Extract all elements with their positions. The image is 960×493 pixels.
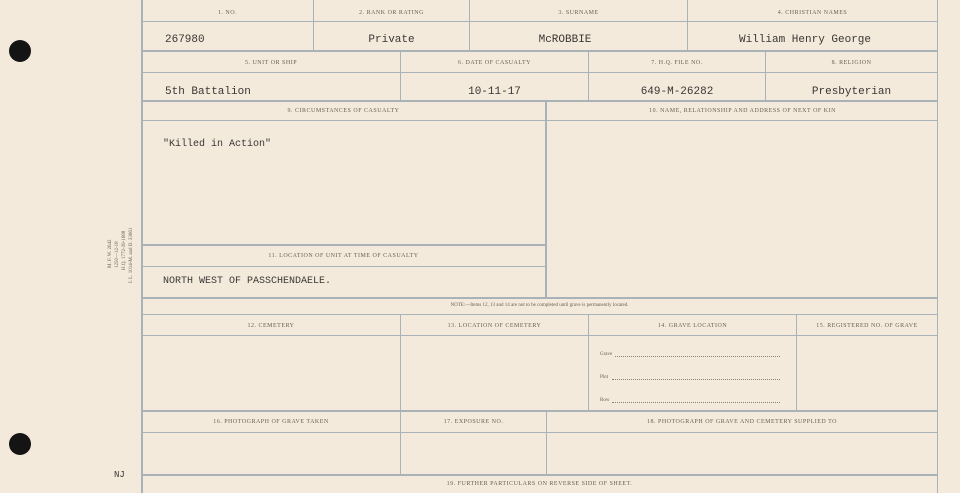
right-border	[937, 0, 938, 493]
label-date: 6. DATE OF CASUALTY	[458, 60, 531, 66]
label-rank: 2. RANK OR RATING	[359, 10, 424, 16]
label-christian-names: 4. CHRISTIAN NAMES	[777, 10, 848, 16]
grave-line-label: Grave	[600, 352, 613, 357]
value-surname: McROBBIE	[538, 34, 592, 46]
margin-form-line1: M. F. W. 2642	[108, 239, 113, 268]
rule	[141, 50, 937, 52]
rule	[141, 72, 937, 73]
value-number: 267980	[165, 34, 205, 46]
rule	[796, 315, 797, 411]
value-circumstances: "Killed in Action"	[163, 139, 272, 150]
row-line-label: Row	[600, 398, 610, 403]
label-cemetery: 12. CEMETERY	[247, 323, 295, 329]
label-unit: 5. UNIT OR SHIP	[244, 60, 298, 66]
plot-line-label: Plot	[600, 375, 609, 380]
label-file-no: 7. H.Q. FILE NO.	[651, 60, 703, 66]
label-circumstances: 9. CIRCUMSTANCES OF CASUALTY	[287, 108, 400, 114]
margin-form-line3: H.Q. 1772-39-1688	[122, 230, 127, 270]
rule	[687, 0, 688, 51]
plot-dotted-line	[612, 379, 780, 380]
label-photo-taken: 16. PHOTOGRAPH OF GRAVE TAKEN	[213, 419, 329, 425]
rule	[141, 120, 937, 121]
margin-form-line4: I. L. 1014-M. and D. 33661	[129, 227, 134, 283]
label-location-of-cemetery: 13. LOCATION OF CEMETERY	[447, 323, 542, 329]
rule	[545, 101, 547, 298]
rule	[141, 266, 546, 267]
punch-hole-top	[9, 40, 31, 62]
margin-form-line2: 1250—12-18	[115, 241, 120, 268]
label-grave-location: 14. GRAVE LOCATION	[657, 323, 728, 329]
rule	[141, 474, 937, 476]
clerk-initials: NJ	[114, 470, 125, 480]
label-no: 1. NO.	[217, 10, 238, 16]
rule	[400, 315, 401, 411]
value-date: 10-11-17	[468, 86, 521, 98]
label-next-of-kin: 10. NAME, RELATIONSHIP AND ADDRESS OF NEXT OF KIN	[649, 108, 836, 114]
punch-hole-bottom	[9, 433, 31, 455]
value-rank: Private	[368, 34, 415, 46]
label-photo-supplied: 18. PHOTOGRAPH OF GRAVE AND CEMETERY SUPPLIED TO	[646, 419, 838, 425]
value-religion: Presbyterian	[811, 86, 892, 98]
label-religion: 8. RELIGION	[831, 60, 872, 66]
label-surname: 3. SURNAME	[558, 10, 599, 16]
label-further-particulars: 19. FURTHER PARTICULARS ON REVERSE SIDE OF SHEET.	[446, 481, 633, 487]
value-christian-names: William Henry George	[738, 34, 872, 46]
rule	[141, 100, 937, 102]
rule	[141, 21, 937, 22]
rule	[141, 244, 546, 246]
rule	[141, 410, 937, 412]
rule	[141, 297, 937, 299]
grave-dotted-line	[615, 356, 780, 357]
value-unit: 5th Battalion	[165, 86, 251, 98]
rule	[141, 432, 937, 433]
note-text: NOTE:—Items 12, 13 and 14 are not to be completed until grave is permanently located.	[450, 303, 629, 308]
row-dotted-line	[612, 402, 780, 403]
rule	[141, 335, 937, 336]
value-file-no: 649-M-26282	[640, 86, 714, 98]
value-location: NORTH WEST OF PASSCHENDAELE.	[163, 276, 332, 287]
rule	[141, 314, 937, 315]
rule	[588, 315, 589, 411]
label-exposure-no: 17. EXPOSURE NO.	[443, 419, 504, 425]
label-registered-no: 15. REGISTERED NO. OF GRAVE	[816, 323, 918, 329]
label-location-of-unit: 11. LOCATION OF UNIT AT TIME OF CASUALTY	[268, 253, 419, 259]
